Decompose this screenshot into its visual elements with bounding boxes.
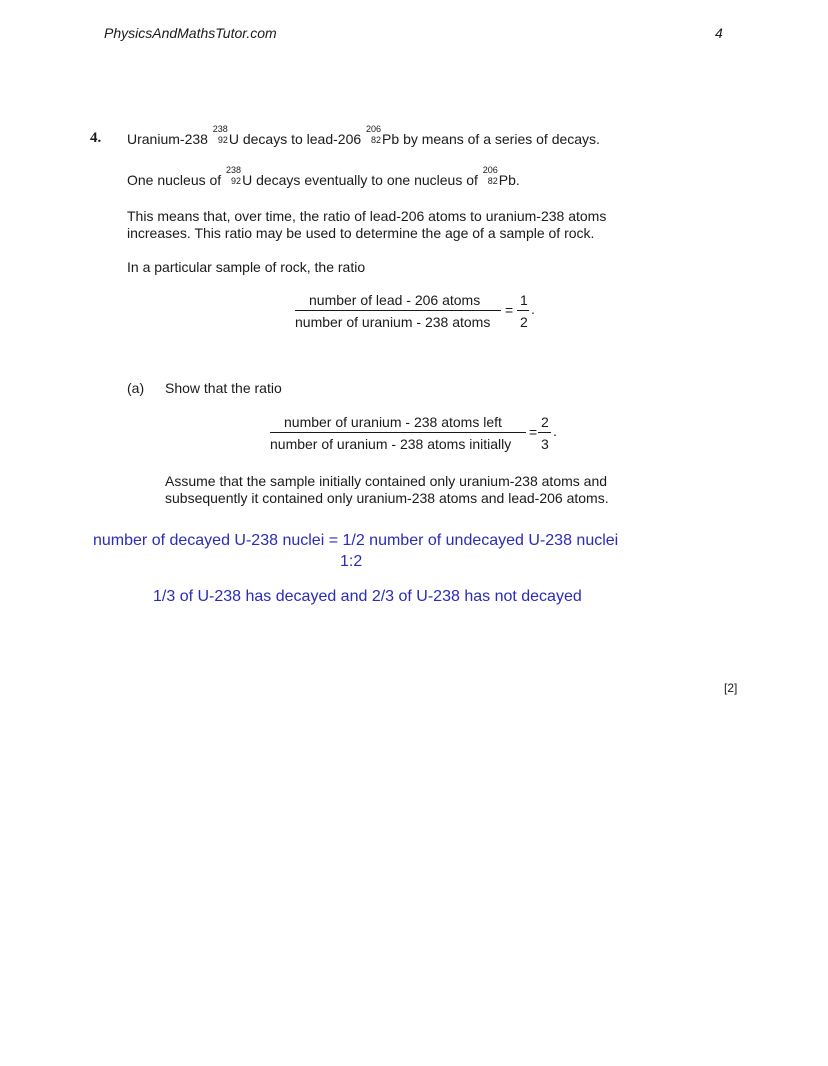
lead-nuclide: 206 82 Pb — [366, 124, 400, 147]
question-number: 4. — [90, 130, 102, 146]
answer-line-1: number of decayed U-238 nuclei = 1/2 number of undecayed U-238 nuclei — [93, 532, 619, 549]
value-denominator: 2 — [520, 314, 528, 330]
ratio-lead-uranium — [295, 292, 545, 332]
value-numerator: 2 — [541, 414, 549, 430]
ratio-denominator: number of uranium - 238 atoms initially — [270, 436, 512, 452]
paragraph-line: increases. This ratio may be used to determine the age of a sample of rock. — [127, 225, 595, 241]
uranium-nuclide: 238 92 U — [212, 124, 239, 147]
paragraph-line: In a particular sample of rock, the ratio — [127, 259, 366, 275]
question-intro — [127, 124, 600, 148]
intro-pre: Uranium-238 — [127, 131, 208, 147]
paragraph-line: This means that, over time, the ratio of lead-206 atoms to uranium-238 atoms — [127, 208, 607, 224]
ratio-end: . — [553, 423, 557, 439]
answer-line-2: 1:2 — [340, 553, 363, 570]
nucleus-line: One nucleus of 238 92 U decays eventually to one nucleus of 206 82 Pb. — [127, 165, 520, 188]
equals-sign: = — [529, 424, 538, 440]
page-number: 4 — [715, 25, 723, 41]
answer-line-3: 1/3 of U-238 has decayed and 2/3 of U-238 has not decayed — [153, 588, 582, 605]
part-a-label: (a) — [127, 380, 145, 396]
ratio-numerator: number of uranium - 238 atoms left — [284, 414, 502, 430]
value-denominator: 3 — [541, 436, 549, 452]
ratio-uranium-left — [270, 414, 580, 454]
intro-post: by means of a series of decays. — [403, 131, 600, 147]
intro-mid: decays to lead-206 — [242, 131, 362, 147]
assume-line: Assume that the sample initially contained only uranium-238 atoms and — [165, 473, 608, 489]
assume-line: subsequently it contained only uranium-238 atoms and lead-206 atoms. — [165, 490, 609, 506]
lead-nuclide: 206 82 Pb — [482, 165, 516, 188]
part-a-text: Show that the ratio — [165, 380, 282, 396]
ratio-denominator: number of uranium - 238 atoms — [295, 314, 491, 330]
uranium-nuclide: 238 92 U — [226, 165, 253, 188]
equals-sign: = — [505, 302, 514, 318]
value-numerator: 1 — [520, 292, 528, 308]
marks-label: [2] — [724, 681, 738, 695]
ratio-numerator: number of lead - 206 atoms — [309, 292, 481, 308]
ratio-end: . — [531, 301, 535, 317]
header-site: PhysicsAndMathsTutor.com — [104, 25, 277, 41]
